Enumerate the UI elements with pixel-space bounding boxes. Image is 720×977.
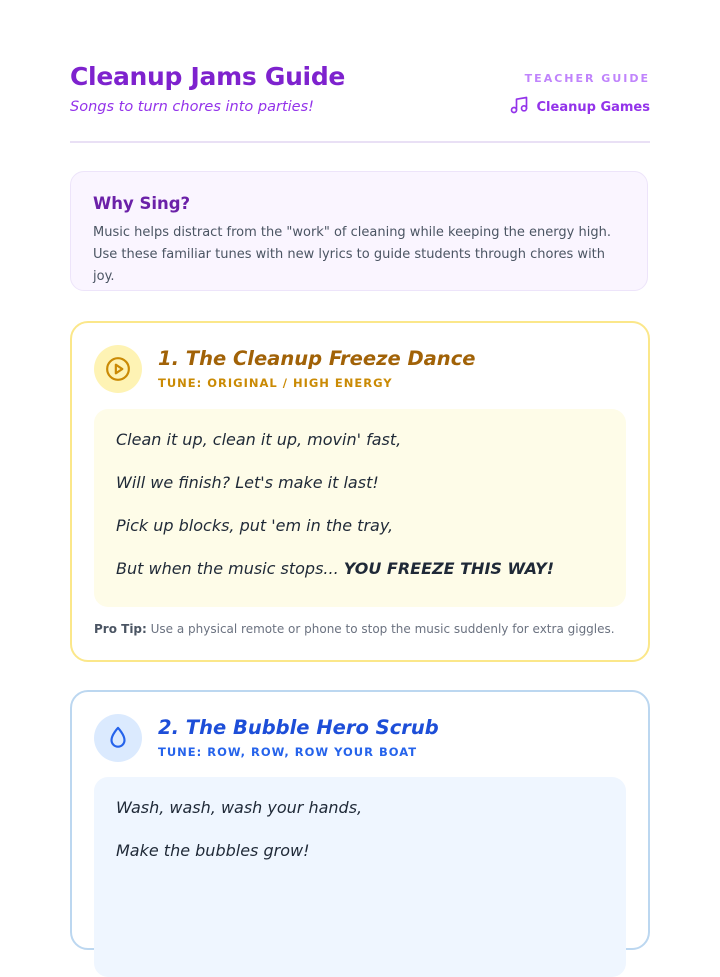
lyric-line: Clean it up, clean it up, movin' fast, — [116, 430, 402, 449]
song-tune: TUNE: ORIGINAL / HIGH ENERGY — [158, 376, 393, 390]
meta-label: TEACHER GUIDE — [524, 72, 650, 85]
song-card-bubble-hero — [70, 690, 650, 950]
lyric-prefix: But when the music stops... — [116, 559, 344, 578]
lyric-emphasis: YOU FREEZE THIS WAY! — [343, 559, 554, 578]
meta-tag — [509, 95, 650, 119]
page-header — [70, 62, 650, 142]
lyric-line: Wash, wash, wash your hands, — [116, 798, 363, 817]
pro-tip-text: Use a physical remote or phone to stop the music suddenly for extra giggles. — [146, 622, 615, 636]
pro-tip-label: Pro Tip: — [94, 622, 147, 636]
lyric-line: Make the bubbles grow! — [116, 841, 310, 860]
song-title: 2. The Bubble Hero Scrub — [158, 716, 439, 739]
guide-meta — [509, 72, 650, 119]
lyric-line: Will we finish? Let's make it last! — [116, 473, 379, 492]
play-circle-icon — [94, 345, 142, 393]
why-sing-title: Why Sing? — [93, 194, 191, 213]
song-title: 1. The Cleanup Freeze Dance — [158, 347, 476, 370]
meta-tag-label: Cleanup Games — [536, 99, 650, 115]
song-tune: TUNE: ROW, ROW, ROW YOUR BOAT — [158, 745, 418, 759]
music-note-icon — [509, 95, 529, 119]
lyric-line: Pick up blocks, put 'em in the tray, — [116, 516, 394, 535]
why-sing-text: Music helps distract from the "work" of cleaning while keeping the energy high. Use these familiar tunes with new lyrics to guide students through chores with joy. — [93, 225, 611, 284]
lyrics-box — [94, 409, 626, 607]
page-title: Cleanup Jams Guide — [70, 62, 346, 91]
water-drop-icon — [94, 714, 142, 762]
song-card-freeze-dance — [70, 321, 650, 662]
lyrics-box — [94, 777, 626, 977]
why-sing-box — [70, 171, 648, 291]
page-subtitle: Songs to turn chores into parties! — [70, 99, 314, 115]
pro-tip — [94, 622, 615, 636]
header-divider — [70, 141, 650, 143]
lyric-line-final — [116, 558, 604, 580]
